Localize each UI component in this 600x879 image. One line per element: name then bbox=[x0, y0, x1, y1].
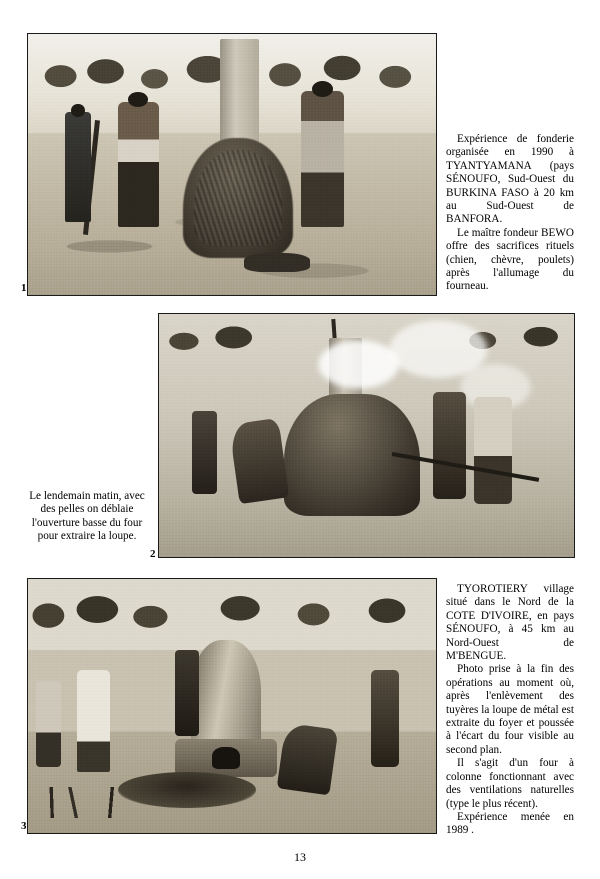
figure-3-caption-paragraph-4: Expérience menée en 1989 . bbox=[446, 810, 574, 837]
figure-3-caption bbox=[446, 583, 574, 838]
figure-1-photo bbox=[27, 33, 437, 296]
figure-3-caption-paragraph-3: Il s'agit d'un four à colonne fonctionnant avec des ventilations naturelles (type le plus récent). bbox=[446, 757, 574, 810]
page-number: 13 bbox=[294, 850, 306, 864]
photo-grain bbox=[28, 579, 436, 833]
figure-3-photo bbox=[27, 578, 437, 834]
photo-1-scene bbox=[28, 34, 436, 295]
figure-1-caption-paragraph-2: Le maître fondeur BEWO offre des sacrifices rituels (chien, chèvre, poulets) après l'allumage du fourneau. bbox=[446, 226, 574, 293]
photo-grain bbox=[159, 314, 574, 557]
photo-2-scene bbox=[159, 314, 574, 557]
figure-3-caption-paragraph-2: Photo prise à la fin des opérations au moment où, après l'enlèvement des tuyères la loupe de métal est extraite du foyer et poussée à l'écart du four visible au second plan. bbox=[446, 663, 574, 756]
figure-3-caption-paragraph-1: TYOROTIERY village situé dans le Nord de la COTE D'IVOIRE, en pays SÉNOUFO, à 45 km au Nord-Ouest de M'BENGUE. bbox=[446, 583, 574, 663]
photo-grain bbox=[28, 34, 436, 295]
figure-1-number: 1 bbox=[21, 282, 27, 294]
figure-1-caption-paragraph-1: Expérience de fonderie organisée en 1990 à TYANTYAMANA (pays SÉNOUFO, Sud-Ouest du BURKINA FASO à 20 km au Sud-Ouest de BANFORA. bbox=[446, 133, 574, 226]
figure-2-caption bbox=[28, 490, 146, 544]
figure-1-caption bbox=[446, 133, 574, 294]
figure-2-photo bbox=[158, 313, 575, 558]
figure-3-number: 3 bbox=[21, 820, 27, 832]
figure-2-caption-paragraph-1: Le lendemain matin, avec des pelles on déblaie l'ouverture basse du four pour extraire la loupe. bbox=[29, 490, 145, 543]
photo-3-scene bbox=[28, 579, 436, 833]
figure-2-number: 2 bbox=[150, 548, 156, 560]
